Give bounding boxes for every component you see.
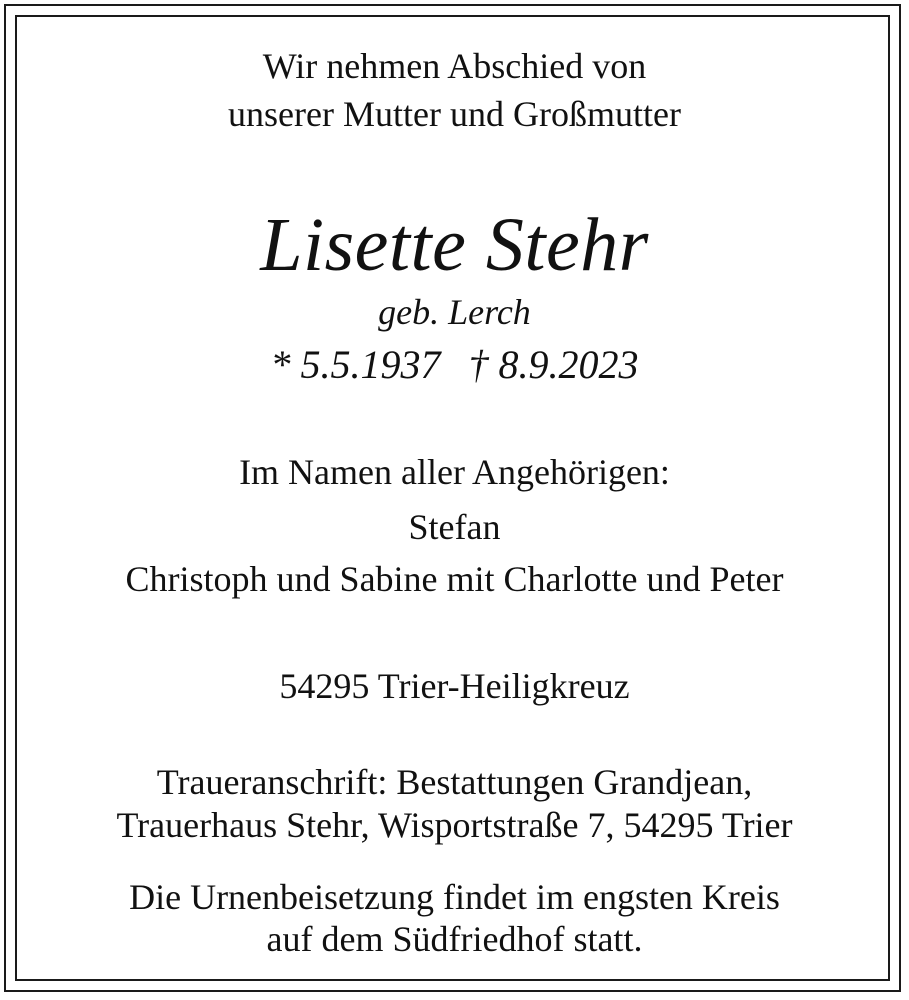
intro-line-2: unserer Mutter und Großmutter — [228, 94, 681, 134]
life-dates — [0, 342, 909, 388]
burial-line-2: auf dem Südfriedhof statt. — [266, 919, 643, 959]
mourners-heading: Im Namen aller Angehörigen: — [239, 452, 670, 492]
location: 54295 Trier-Heiligkreuz — [279, 666, 630, 706]
maiden-name: geb. Lerch — [378, 292, 531, 332]
mourners-line-2: Christoph und Sabine mit Charlotte und Peter — [125, 559, 784, 599]
address-line-1: Traueranschrift: Bestattungen Grandjean, — [156, 762, 753, 802]
intro-line-1: Wir nehmen Abschied von — [262, 46, 647, 86]
deceased-name: Lisette Stehr — [260, 203, 649, 287]
birth-date: * 5.5.1937 — [270, 342, 441, 387]
address-line-2: Trauerhaus Stehr, Wisportstraße 7, 54295 Trier — [116, 805, 793, 845]
mourners-line-1: Stefan — [408, 507, 501, 547]
death-date: † 8.9.2023 — [468, 342, 639, 387]
burial-line-1: Die Urnenbeisetzung findet im engsten Kreis — [129, 877, 780, 917]
